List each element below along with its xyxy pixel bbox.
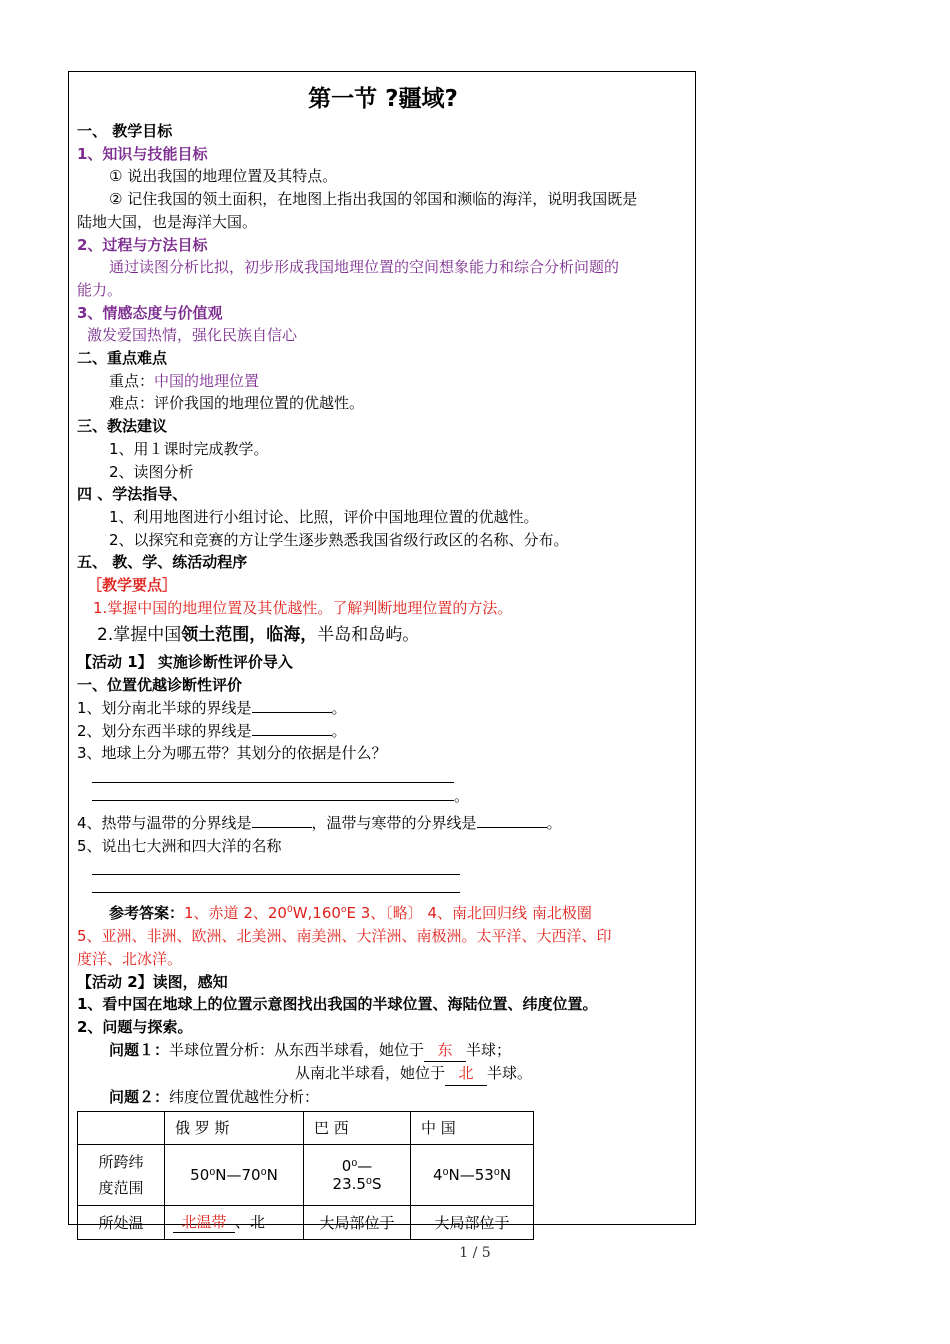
answer-line[interactable]	[92, 875, 460, 893]
objective-item: ② 记住我国的领土面积，在地图上指出我国的邻国和濒临的海洋，说明我国既是	[109, 190, 638, 209]
key-text: 中国的地理位置	[154, 371, 260, 390]
list-item: 2、读图分析	[109, 462, 194, 481]
document-body: 第一节 ?疆域? 一、 教学目标 1、知识与技能目标 ① 说出我国的地理位置及其特点。 ② 记住我国的领土面积，在地图上指出我国的邻国和濒临的海洋，说明我国既是 陆地大国，也是海洋大国。 2、过程与方法目标 通过读图分析比拟，初步形成我国地理位置的空间想象能力和综合分析问题的 能力。 3、情感态度与价值观 激发爱国热情，强化民族自信心 二、重点难点 重点：中国的地理位置 难点：评价我国的地理位置的优越性。 三、教法建议 1、用１课时完成教学。 2、读图分析 四 、学法指导、 1、利用地图进行小组讨论、比照，评价中国地理位置的优越性。 2、以探究和竞赛的方让学生逐步熟悉我国省级行政区的名称、分布。 五、 教、学、练活动程序 ［教学要点］ 1.掌握中国的地理位置及其优越性。了解判断地理位置的方法。 2.掌握中国领土范围，临海，半岛和岛屿。 【活动 1】 实施诊断性评价导入 一、位置优越诊断性评价 1、划分南北半球的界线是 。 2、划分东西半球的界线是 。 3、地球上分为哪五带？其划分的依据是什么？ 。 4、热带与温带的分界线是 ，温带与寒带的分界线是 。 5、说出七大洲和四大洋的名称 参考答案：1、赤道 2、$20^0W,160^oE$ 3、〔略〕 4、南北回归线 南北极圈 5、亚洲、非洲、欧洲、北美洲、南美洲、大洋洲、南极洲。太平洋、大西洋、印 度洋、北冰洋。 【活动 2】读图，感知 1、看中国在地球上的位置示意图找出我国的半球位置、海陆位置、纬度位置。 2、问题与探索。 问题１：半球位置分析：从东西半球看，她位于 东 半球； 从南北半球看，她位于 北 半球。 问题２：纬度位置优越性分析： 俄 罗 斯 巴 西 中 国 所跨纬 度范围 50⁰N—70⁰N 0⁰— 23.5⁰S 4⁰N—53⁰N 所处温 北温带 、北 大局部位于 大局部位于	[77, 82, 689, 1240]
activity-subheading: 一、位置优越诊断性评价	[77, 676, 243, 695]
section-heading: 五、 教、学、练活动程序	[77, 553, 248, 572]
question: 从南北半球看，她位于 北 半球。	[77, 1062, 689, 1086]
table-cell: 50⁰N—70⁰N	[165, 1144, 304, 1205]
section-heading: 三、教法建议	[77, 417, 168, 436]
objective-text: 通过读图分析比拟，初步形成我国地理位置的空间想象能力和综合分析问题的	[109, 258, 620, 277]
page-number: 1 / 5	[459, 1245, 491, 1261]
activity-heading: 【活动 2】读图，感知	[77, 972, 228, 991]
section-heading: 一、 教学目标	[77, 122, 173, 140]
question: 问题１：半球位置分析：从东西半球看，她位于 东 半球；	[77, 1039, 689, 1063]
subsection-title: 1、知识与技能目标	[77, 144, 208, 163]
answer-fill: 北	[445, 1062, 487, 1086]
objective-text-continued: 能力。	[77, 280, 123, 299]
table-header-cell: 俄 罗 斯	[165, 1111, 304, 1144]
question: 4、热带与温带的分界线是 ，温带与寒带的分界线是 。	[77, 813, 562, 832]
answer-blank[interactable]	[252, 720, 332, 736]
question: 5、说出七大洲和四大洋的名称	[77, 836, 282, 855]
question: 2、划分东西半球的界线是 。	[77, 721, 347, 740]
objective-text: 激发爱国热情，强化民族自信心	[87, 326, 298, 345]
table-cell: 北温带 、北	[165, 1205, 304, 1239]
reference-answer-line: 5、亚洲、非洲、欧洲、北美洲、南美洲、大洋洲、南极洲。太平洋、大西洋、印	[77, 927, 612, 946]
teaching-point: 1.掌握中国的地理位置及其优越性。了解判断地理位置的方法。	[93, 598, 513, 617]
reference-answer: 参考答案：1、赤道 2、$20^0W,160^oE$ 3、〔略〕 4、南北回归线 南北极圈	[109, 904, 592, 923]
list-item: 1、利用地图进行小组讨论、比照，评价中国地理位置的优越性。	[109, 507, 539, 526]
question: 问题２：纬度位置优越性分析：	[109, 1088, 320, 1107]
teaching-point: 2.掌握中国领土范围，临海，半岛和岛屿。	[97, 625, 420, 646]
table-header-cell: 中 国	[411, 1111, 534, 1144]
answer-blank[interactable]	[477, 812, 547, 828]
objective-item: ① 说出我国的地理位置及其特点。	[109, 167, 338, 186]
activity-heading: 【活动 1】 实施诊断性评价导入	[77, 653, 293, 672]
section-heading: 二、重点难点	[77, 349, 168, 368]
table-row-label: 所处温	[78, 1205, 165, 1239]
answer-line[interactable]	[92, 857, 460, 875]
activity-item: 2、问题与探索。	[77, 1017, 193, 1036]
table-cell: 大局部位于	[304, 1205, 411, 1239]
answer-line[interactable]	[92, 783, 454, 801]
section-heading: 四 、学法指导、	[77, 485, 188, 504]
activity-item: 1、看中国在地球上的位置示意图找出我国的半球位置、海陆位置、纬度位置。	[77, 995, 598, 1014]
objective-item-continued: 陆地大国，也是海洋大国。	[77, 212, 258, 231]
subsection-title: 2、过程与方法目标	[77, 235, 208, 254]
answer-fill: 东	[424, 1039, 466, 1063]
question: 1、划分南北半球的界线是 。	[77, 698, 347, 717]
teaching-points-title: ［教学要点］	[87, 576, 178, 595]
table-cell: 0⁰— 23.5⁰S	[304, 1144, 411, 1205]
table-cell: 4⁰N—53⁰N	[411, 1144, 534, 1205]
list-item: 2、以探究和竞赛的方让学生逐步熟悉我国省级行政区的名称、分布。	[109, 530, 569, 549]
table-row-label: 所跨纬 度范围	[78, 1144, 165, 1205]
list-item: 1、用１课时完成教学。	[109, 439, 269, 458]
table-header-cell	[78, 1111, 165, 1144]
key-point	[77, 370, 689, 393]
table-header-cell: 巴 西	[304, 1111, 411, 1144]
page-title: 第一节 ?疆域?	[308, 86, 458, 112]
latitude-table	[77, 1111, 534, 1240]
reference-answer-line: 度洋、北冰洋。	[77, 949, 183, 968]
subsection-title: 3、情感态度与价值观	[77, 303, 223, 322]
answer-blank[interactable]	[252, 697, 332, 713]
answer-line[interactable]	[92, 765, 454, 783]
key-label: 重点：	[109, 371, 155, 390]
difficult-point: 难点：评价我国的地理位置的优越性。	[109, 394, 365, 413]
question: 3、地球上分为哪五带？其划分的依据是什么？	[77, 744, 387, 763]
answer-blank[interactable]	[252, 812, 312, 828]
table-cell: 大局部位于	[411, 1205, 534, 1239]
